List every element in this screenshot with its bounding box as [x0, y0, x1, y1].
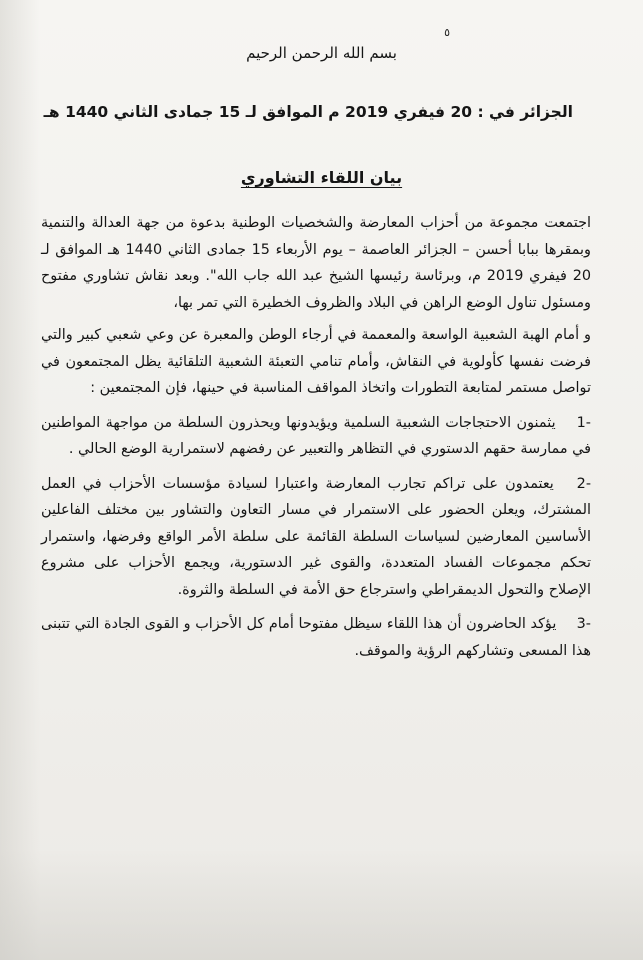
- resolution-item-3: [41, 611, 591, 664]
- page-shadow-left: [0, 0, 40, 960]
- item-number: -2: [576, 475, 592, 492]
- page-shadow-bottom: [0, 850, 643, 960]
- resolution-item-1: [41, 410, 591, 463]
- item-text: يثمنون الاحتجاجات الشعبية السلمية ويؤيدونها ويحذرون السلطة من مواجهة المواطنين في ممارسة حقهم الدستوري في التظاهر والتعبير عن رفضهم لاستمرارية الوضع الحالي .: [41, 414, 591, 457]
- statement-body: [41, 210, 591, 664]
- statement-title: [0, 166, 643, 190]
- item-text: يؤكد الحاضرون أن هذا اللقاء سيظل مفتوحا أمام كل الأحزاب و القوى الجادة التي تتبنى هذا المسعى وتشاركهم الرؤية والموقف.: [41, 616, 591, 659]
- basmala-header: بسم الله الرحمن الرحيم: [246, 44, 397, 62]
- statement-title-text: بيان اللقاء التشاوري: [240, 168, 403, 187]
- corner-mark: ٥: [444, 26, 450, 39]
- item-number: -1: [576, 414, 591, 431]
- date-line: الجزائر في : 20 فيفري 2019 م الموافق لـ 15 جمادى الثاني 1440 هـ: [43, 103, 573, 121]
- context-paragraph: و أمام الهبة الشعبية الواسعة والمعممة في أرجاء الوطن والمعبرة عن وعي شعبي كبير والتي فرضت نفسها كأولوية في النقاش، وأمام تنامي التعبئة الشعبية التلقائية يظل المجتمعون في تواصل مستمر لمتابعة التطورات واتخاذ المواقف المناسبة في حينها، فإن المجتمعين :: [41, 327, 591, 396]
- intro-paragraph: اجتمعت مجموعة من أحزاب المعارضة والشخصيات الوطنية بدعوة من جهة العدالة والتنمية وبمقرها ببابا أحسن – الجزائر العاصمة – يوم الأربعاء 15 جمادى الثاني 1440 هـ الموافق لـ 20 فيفري 2019 م، وبرئاسة رئيسها الشيخ عبد الله جاب الله". وبعد نقاش تشاوري مفتوح ومسئول تناول الوضع الراهن في البلاد والظروف الخطيرة التي تمر بها،: [41, 215, 592, 311]
- resolution-item-2: [41, 471, 591, 604]
- item-text: يعتمدون على تراكم تجارب المعارضة واعتبارا لسيادة مؤسسات الأحزاب في العمل المشترك، ويعلن الحضور على الاستمرار في مسار التعاون والتشاور بين مختلف الفاعلين الأساسين المعارضين لسياسات السلطة القائمة على سلطة الأمر الواقع وفرضها، واستمرار تحكم مجموعات الفساد المتعددة، والقوى غير الدستورية، ويجمع الأحزاب على مشروع الإصلاح والتحول الديمقراطي واسترجاع حق الأمة في السلطة والثروة.: [41, 475, 591, 598]
- item-number: -3: [576, 616, 591, 632]
